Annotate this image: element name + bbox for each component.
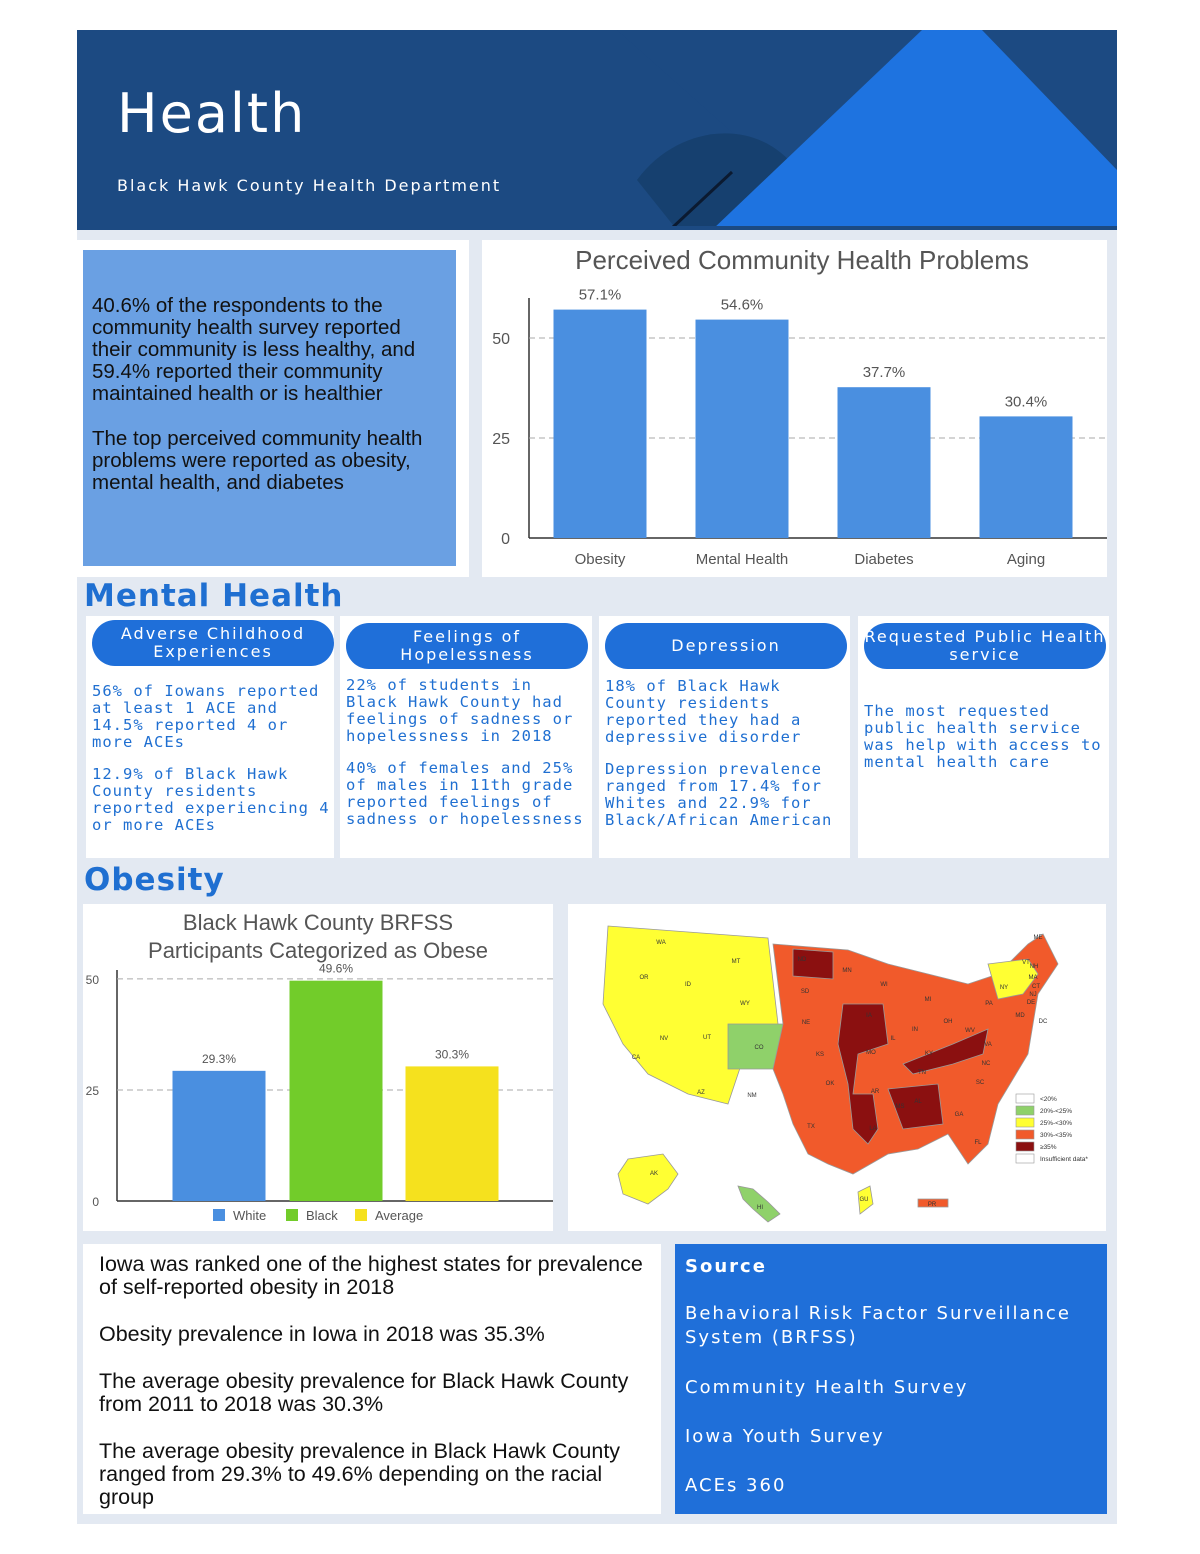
obesity-chart-bar <box>290 981 383 1201</box>
map-state-label: OR <box>639 975 649 981</box>
ace-card-paragraph: 56% of Iowans reported at least 1 ACE and 14.5% reported 4 or more ACEs <box>92 682 320 751</box>
intro-paragraph-1: 40.6% of the respondents to the community health survey reported their community is less healthy, and 59.4% reported their community maintained health or is healthier <box>92 294 416 405</box>
map-legend-swatch <box>1016 1130 1034 1139</box>
community-chart-title: Perceived Community Health Problems <box>575 245 1029 275</box>
map-state-label: PR <box>927 1202 937 1208</box>
map-state-label: ME <box>1033 935 1043 941</box>
map-state-label: LA <box>869 1126 877 1132</box>
requested-service-card-text <box>864 703 1104 786</box>
map-state-label: CT <box>1032 984 1040 990</box>
community-chart-y-tick: 0 <box>501 531 510 548</box>
map-state-label: NM <box>747 1093 757 1099</box>
map-state-label: DC <box>1038 1019 1048 1025</box>
map-state-label: IL <box>890 1036 896 1042</box>
map-state-label: NY <box>999 985 1009 991</box>
ace-card <box>86 616 334 858</box>
map-state-hi <box>738 1186 780 1222</box>
map-state-label: CO <box>754 1045 764 1051</box>
community-chart-y-tick: 25 <box>492 431 510 448</box>
map-state-label: MO <box>866 1050 876 1056</box>
obesity-chart-panel <box>83 904 553 1231</box>
ace-card-paragraph: 12.9% of Black Hawk County residents reported experiencing 4 or more ACEs <box>92 765 330 834</box>
intro-paragraph-2: The top perceived community health problems were reported as obesity, mental health, and diabetes <box>92 427 423 494</box>
map-state-label: VA <box>984 1042 992 1048</box>
obesity-chart-legend-swatch <box>286 1209 298 1221</box>
page-title: Health <box>117 82 307 145</box>
map-state-label: NV <box>659 1036 669 1042</box>
map-legend-swatch <box>1016 1154 1034 1163</box>
hopelessness-card-paragraph: 40% of females and 25% of males in 11th grade reported feelings of sadness or hopelessness <box>346 759 584 828</box>
map-state-label: KY <box>924 1051 934 1057</box>
community-chart-bar <box>838 387 931 538</box>
map-state-label: HI <box>757 1205 763 1211</box>
community-chart-panel <box>482 240 1107 577</box>
ace-card-text <box>92 683 332 849</box>
requested-service-card-title: Requested Public Health service <box>864 623 1106 669</box>
obesity-fact-3: The average obesity prevalence for Black Hawk County from 2011 to 2018 was 30.3% <box>99 1369 629 1416</box>
map-state-label: OH <box>943 1019 953 1025</box>
map-state-label: WA <box>656 940 666 946</box>
map-state-label: WI <box>880 982 888 988</box>
community-chart-value-label: 37.7% <box>862 364 906 382</box>
obesity-chart-y-tick: 0 <box>92 1195 99 1209</box>
map-state-label: MI <box>924 997 932 1003</box>
source-box <box>675 1244 1107 1514</box>
map-region-west <box>603 926 778 1104</box>
map-legend-label: 25%-<30% <box>1040 1120 1072 1127</box>
map-state-label: ND <box>797 957 807 963</box>
depression-card-paragraph: 18% of Black Hawk County residents reported they had a depressive disorder <box>605 677 802 746</box>
us-obesity-map-panel <box>568 904 1106 1231</box>
obesity-chart-bar <box>406 1066 499 1201</box>
obesity-chart-value-label: 30.3% <box>434 1047 470 1062</box>
source-item: Iowa Youth Survey <box>685 1426 885 1447</box>
map-state-label: NJ <box>1029 992 1037 998</box>
obesity-fact-1: Iowa was ranked one of the highest states for prevalence of self-reported obesity in 2018 <box>99 1252 643 1299</box>
obesity-facts-box <box>83 1244 661 1514</box>
map-state-label: AL <box>914 1099 922 1105</box>
obesity-fact-2: Obesity prevalence in Iowa in 2018 was 35.3% <box>99 1322 545 1346</box>
map-state-label: MS <box>895 1104 905 1110</box>
page-subtitle: Black Hawk County Health Department <box>117 176 502 195</box>
obesity-chart-title-line-1: Black Hawk County BRFSS <box>182 910 454 935</box>
map-state-label: MT <box>731 959 741 965</box>
map-state-label: PA <box>985 1001 993 1007</box>
map-state-label: IA <box>866 1013 872 1019</box>
community-chart-bar <box>980 416 1073 538</box>
depression-card-paragraph: Depression prevalence ranged from 17.4% for Whites and 22.9% for Black/African American <box>605 760 833 829</box>
requested-service-card <box>858 616 1109 858</box>
map-state-label: GU <box>859 1197 869 1203</box>
obesity-fact-4: The average obesity prevalence in Black Hawk County ranged from 29.3% to 49.6% depending on the racial group <box>99 1439 621 1509</box>
depression-card-text <box>605 678 845 844</box>
map-state-label: TN <box>918 1070 926 1076</box>
obesity-chart-bar <box>173 1071 266 1201</box>
community-chart-category-label: Aging <box>1006 551 1046 568</box>
map-legend-label: 20%-<25% <box>1040 1108 1072 1115</box>
community-chart-bar <box>554 310 647 538</box>
obesity-chart-value-label: 49.6% <box>318 961 354 976</box>
map-state-label: AZ <box>697 1090 705 1096</box>
map-legend-label: 30%-<35% <box>1040 1132 1072 1139</box>
map-state-label: AK <box>649 1171 659 1177</box>
map-legend-swatch <box>1016 1094 1034 1103</box>
mental-health-heading: Mental Health <box>84 578 344 614</box>
header-banner <box>77 30 1117 230</box>
map-state-label: GA <box>954 1112 964 1118</box>
map-state-label: IN <box>912 1027 918 1033</box>
map-state-label: FL <box>974 1140 982 1146</box>
community-chart-value-label: 57.1% <box>578 286 622 304</box>
map-state-label: SD <box>800 989 810 995</box>
map-state-label: DE <box>1026 1000 1036 1006</box>
obesity-chart-legend-label: Black <box>306 1208 338 1223</box>
community-chart-y-tick: 50 <box>492 331 510 348</box>
community-health-chart <box>482 240 1107 577</box>
hopelessness-card-title: Feelings of Hopelessness <box>346 623 588 669</box>
source-title: Source <box>685 1256 767 1277</box>
map-legend-swatch <box>1016 1118 1034 1127</box>
obesity-chart-y-tick: 25 <box>85 1083 99 1098</box>
map-state-label: MD <box>1015 1013 1025 1019</box>
depression-card <box>599 616 850 858</box>
requested-service-card-paragraph: The most requested public health service was help with access to mental health care <box>864 702 1102 771</box>
community-chart-category-label: Obesity <box>574 551 626 568</box>
community-chart-bar <box>696 320 789 538</box>
map-state-label: MA <box>1028 975 1038 981</box>
map-legend-swatch <box>1016 1106 1034 1115</box>
map-state-label: SC <box>975 1080 985 1086</box>
ace-card-title: Adverse Childhood Experiences <box>92 620 334 666</box>
hopelessness-card-paragraph: 22% of students in Black Hawk County had feelings of sadness or hopelessness in 2018 <box>346 676 574 745</box>
community-chart-value-label: 30.4% <box>1004 393 1048 411</box>
depression-card-title: Depression <box>605 623 847 669</box>
map-state-label: KS <box>815 1052 825 1058</box>
map-state-label: NC <box>981 1061 991 1067</box>
map-state-label: AR <box>870 1089 880 1095</box>
obesity-chart <box>83 904 553 1231</box>
obesity-chart-legend-label: Average <box>375 1208 424 1223</box>
obesity-chart-y-tick: 50 <box>85 972 99 987</box>
map-state-label: ID <box>685 982 691 988</box>
map-state-label: CA <box>631 1055 641 1061</box>
map-legend-label: Insufficient data* <box>1040 1156 1088 1163</box>
map-legend-swatch <box>1016 1142 1034 1151</box>
source-item: ACEs 360 <box>685 1475 787 1496</box>
obesity-heading: Obesity <box>84 862 225 898</box>
community-chart-value-label: 54.6% <box>720 296 764 314</box>
map-state-nd <box>793 949 833 979</box>
map-state-label: MN <box>842 968 852 974</box>
intro-box <box>83 250 456 566</box>
community-chart-category-label: Mental Health <box>695 551 789 568</box>
map-state-label: NH <box>1029 964 1039 970</box>
map-state-label: NE <box>801 1020 811 1026</box>
obesity-chart-value-label: 29.3% <box>201 1051 237 1066</box>
map-legend-label: ≥35% <box>1040 1144 1057 1151</box>
map-state-label: WV <box>965 1028 975 1034</box>
obesity-chart-legend-swatch <box>213 1209 225 1221</box>
hopelessness-card-text <box>346 677 586 843</box>
obesity-chart-title-line-2: Participants Categorized as Obese <box>148 938 488 963</box>
map-state-label: TX <box>807 1124 815 1130</box>
map-legend-label: <20% <box>1040 1096 1057 1103</box>
source-item: Behavioral Risk Factor Surveillance System (BRFSS) <box>685 1303 1071 1348</box>
us-obesity-map <box>568 904 1106 1231</box>
obesity-chart-legend-swatch <box>355 1209 367 1221</box>
community-chart-category-label: Diabetes <box>854 551 914 568</box>
hopelessness-card <box>340 616 592 858</box>
map-state-ak <box>618 1154 678 1204</box>
map-state-label: OK <box>825 1081 835 1087</box>
map-state-label: UT <box>703 1035 711 1041</box>
map-state-label: WY <box>740 1001 750 1007</box>
source-item: Community Health Survey <box>685 1377 969 1398</box>
map-state-label: VT <box>1022 960 1030 966</box>
obesity-chart-legend-label: White <box>233 1208 267 1223</box>
